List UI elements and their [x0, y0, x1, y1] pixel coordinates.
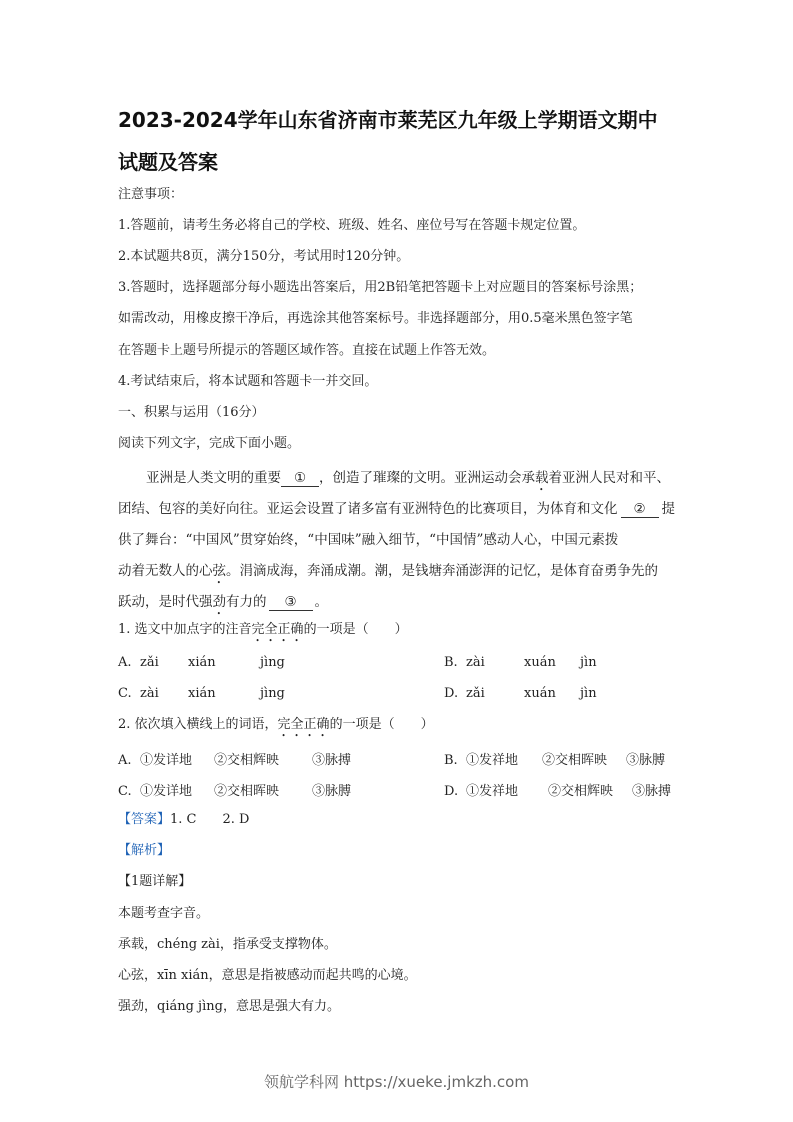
- q2-option-c[interactable]: [118, 780, 351, 799]
- passage-text: 跃动，是时代强: [118, 594, 213, 610]
- passage-text: ，创造了璀璨的文明。亚洲运动会承: [319, 470, 535, 486]
- stem-text: 的一项是（ ）: [303, 622, 408, 637]
- dotted-emphasis: 完全正确: [277, 717, 330, 732]
- pinyin: jìn: [580, 655, 597, 670]
- analysis-line-4: 强劲，qiáng jìng，意思是强大有力。: [118, 999, 340, 1014]
- pinyin: jìn: [580, 686, 597, 701]
- passage-line-5: [118, 590, 328, 618]
- q1-option-d[interactable]: [444, 686, 597, 701]
- notice-item-4: 4.考试结束后，将本试题和答题卡一并交回。: [118, 374, 378, 389]
- passage-text: 有力的: [226, 594, 267, 610]
- passage-text: 着亚洲人民对和平、: [548, 470, 670, 486]
- passage-text: 亚洲是人类文明的重要: [146, 470, 281, 486]
- dotted-char: 弦: [212, 563, 226, 579]
- option-label: D.: [444, 686, 459, 701]
- notice-item-2: 2.本试题共8页，满分150分，考试用时120分钟。: [118, 249, 410, 264]
- passage-line-3: 供了舞台：“中国风”贯穿始终，“中国味”融入细节，“中国情”感动人心，中国元素拨: [118, 532, 619, 548]
- option-word: ①发祥地: [466, 753, 519, 768]
- pinyin: jìng: [260, 686, 285, 701]
- passage-text: 动着无数人的心: [118, 563, 213, 579]
- q1-option-b[interactable]: [444, 655, 597, 670]
- stem-text: 1. 选文中加点字的注音: [118, 622, 252, 637]
- option-word: ③脉膊: [312, 784, 352, 799]
- option-label: D.: [444, 784, 459, 799]
- option-label: B.: [444, 655, 458, 670]
- q1-option-a[interactable]: [118, 655, 285, 670]
- notice-item-1: 1.答题前，请考生务必将自己的学校、班级、姓名、座位号写在答题卡规定位置。: [118, 218, 586, 233]
- document-title-line1: 2023-2024学年山东省济南市莱芜区九年级上学期语文期中: [118, 108, 658, 132]
- blank-2: ②: [621, 501, 659, 518]
- stem-text: 2. 依次填入横线上的词语，: [118, 717, 278, 732]
- option-word: ②交相辉映: [548, 784, 614, 799]
- option-word: ②交相晖映: [542, 753, 608, 768]
- pinyin: xuán: [524, 655, 556, 670]
- q2-option-b[interactable]: [444, 749, 665, 768]
- option-label: A.: [118, 655, 132, 670]
- passage-line-4: [118, 559, 658, 587]
- question-1-stem: [118, 621, 408, 645]
- answer-line: [118, 811, 249, 829]
- footer-watermark: 领航学科网 https://xueke.jmkzh.com: [264, 1073, 529, 1091]
- dotted-char: 载: [535, 470, 549, 486]
- passage-text: 。: [314, 594, 328, 610]
- pinyin: xián: [188, 655, 216, 670]
- question-2-stem: [118, 716, 434, 740]
- stem-text: 的一项是（ ）: [329, 717, 434, 732]
- dotted-emphasis: 完全正确: [251, 622, 304, 637]
- passage-text: 提: [661, 501, 675, 517]
- option-word: ①发详地: [140, 753, 193, 768]
- notice-item-3a: 3.答题时，选择题部分每小题选出答案后，用2B铅笔把答题卡上对应题目的答案标号涂黑；: [118, 280, 643, 295]
- pinyin: xián: [188, 686, 216, 701]
- option-word: ①发详地: [140, 784, 193, 799]
- pinyin: zài: [140, 686, 159, 701]
- analysis-line-1: 本题考查字音。: [118, 906, 210, 921]
- section-instruction: 阅读下列文字，完成下面小题。: [118, 436, 301, 451]
- pinyin: jìng: [260, 655, 285, 670]
- q1-option-c[interactable]: [118, 686, 285, 701]
- analysis-tag: 【解析】: [118, 843, 171, 858]
- notice-item-3b: 如需改动，用橡皮擦干净后，再选涂其他答案标号。非选择题部分，用0.5毫米黑色签字笔: [118, 311, 633, 326]
- answer-text: 1. C 2. D: [170, 812, 250, 827]
- pinyin: zǎi: [140, 655, 159, 670]
- dotted-char: 劲: [212, 594, 226, 610]
- pinyin: zǎi: [466, 686, 485, 701]
- answer-tag: 【答案】: [118, 812, 171, 827]
- notice-heading: 注意事项：: [118, 187, 184, 202]
- section-heading: 一、积累与运用（16分）: [118, 405, 265, 420]
- passage-text: 。涓滴成海，奔涌成潮。潮，是钱塘奔涌澎湃的记忆，是体育奋勇争先的: [226, 563, 658, 579]
- analysis-sub-tag: 【1题详解】: [118, 874, 192, 889]
- option-word: ②交相晖映: [214, 784, 280, 799]
- analysis-line-2: 承载，chéng zài，指承受支撑物体。: [118, 937, 337, 952]
- option-word: ②交相辉映: [214, 753, 280, 768]
- option-label: B.: [444, 753, 458, 768]
- blank-1: ①: [281, 470, 319, 487]
- passage-line-2: [118, 497, 675, 518]
- document-title-line2: 试题及答案: [118, 150, 218, 174]
- q2-option-a[interactable]: [118, 749, 351, 768]
- pinyin: zài: [466, 655, 485, 670]
- option-word: ③脉搏: [312, 753, 352, 768]
- passage-text: 团结、包容的美好向往。亚运会设置了诸多富有亚洲特色的比赛项目，为体育和文化: [118, 501, 618, 517]
- q2-option-d[interactable]: [444, 780, 671, 799]
- analysis-line-3: 心弦，xīn xián，意思是指被感动而起共鸣的心境。: [118, 968, 417, 983]
- blank-3: ③: [269, 594, 313, 611]
- option-word: ③脉搏: [632, 784, 672, 799]
- option-word: ③脉膊: [626, 753, 666, 768]
- option-label: A.: [118, 753, 132, 768]
- notice-item-3c: 在答题卡上题号所提示的答题区域作答。直接在试题上作答无效。: [118, 343, 496, 358]
- option-label: C.: [118, 686, 132, 701]
- passage-line-1: [146, 466, 670, 494]
- pinyin: xuán: [524, 686, 556, 701]
- option-label: C.: [118, 784, 132, 799]
- option-word: ①发祥地: [466, 784, 519, 799]
